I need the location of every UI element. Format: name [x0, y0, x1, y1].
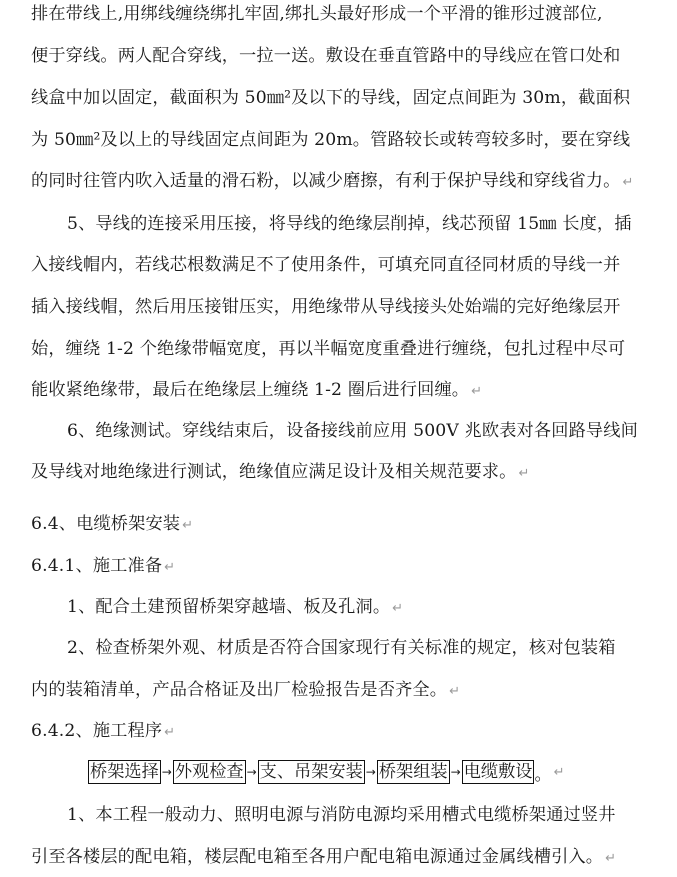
paragraph-line	[31, 845, 661, 869]
paragraph-mark-icon: ↵	[164, 560, 176, 575]
paragraph-mark-icon: ↵	[164, 725, 176, 740]
paragraph-mark-icon: ↵	[622, 175, 634, 190]
subsection-heading	[31, 554, 661, 578]
arrow-right-icon: →	[246, 765, 257, 779]
paragraph-line	[31, 378, 661, 402]
paragraph-mark-icon: ↵	[392, 601, 404, 616]
arrow-right-icon: →	[450, 765, 461, 779]
line-text: 1、配合土建预留桥架穿越墙、板及孔洞。	[67, 597, 391, 617]
line-text: 2、检查桥架外观、材质是否符合国家现行有关标准的规定，核对包装箱	[67, 638, 616, 658]
line-text: 5、导线的连接采用压接，将导线的绝缘层削掉，线芯预留 15㎜ 长度，插	[67, 214, 632, 234]
flow-step: 电缆敷设	[463, 762, 533, 782]
heading-text: 6.4.1、施工准备	[31, 556, 163, 576]
arrow-right-icon: →	[365, 765, 376, 779]
flow-end-punct: 。	[534, 764, 552, 785]
line-text: 引至各楼层的配电箱，楼层配电箱至各用户配电箱电源通过金属线槽引入。	[31, 847, 604, 867]
paragraph-line	[31, 86, 661, 110]
paragraph-line	[31, 169, 661, 193]
paragraph-mark-icon: ↵	[553, 764, 565, 780]
flow-step: 外观检查	[174, 762, 244, 782]
arrow-right-icon: →	[161, 765, 172, 779]
paragraph-mark-icon: ↵	[449, 684, 461, 699]
paragraph-mark-icon: ↵	[518, 466, 530, 481]
flow-step: 桥架选择	[90, 762, 159, 782]
paragraph-mark-icon: ↵	[182, 518, 194, 533]
paragraph-line	[31, 44, 661, 68]
line-text: 为 50㎜²及以上的导线固定点间距为 20m。管路较长或转弯较多时，要在穿线	[31, 130, 631, 150]
line-text: 线盒中加以固定，截面积为 50㎜²及以下的导线，固定点间距为 30m，截面积	[31, 88, 631, 108]
line-text: 插入接线帽，然后用压接钳压实，用绝缘带从导线接头处始端的完好绝缘层开	[31, 297, 621, 317]
paragraph-mark-icon: ↵	[605, 851, 617, 866]
paragraph-line	[67, 595, 661, 619]
process-flow	[88, 759, 565, 785]
paragraph-line	[67, 419, 661, 443]
line-text: 始，缠绕 1-2 个绝缘带幅宽度，再以半幅宽度重叠进行缠绕，包扎过程中尽可	[31, 339, 626, 359]
paragraph-line	[31, 128, 661, 152]
paragraph-line	[67, 636, 661, 660]
heading-text: 6.4.2、施工程序	[31, 721, 163, 741]
paragraph-line	[31, 295, 661, 319]
paragraph-line	[31, 337, 661, 361]
flow-step: 支、吊架安装	[259, 762, 363, 782]
line-text: 的同时往管内吹入适量的滑石粉，以减少磨擦，有利于保护导线和穿线省力。	[31, 171, 621, 191]
paragraph-line	[67, 803, 661, 827]
line-text: 1、本工程一般动力、照明电源与消防电源均采用槽式电缆桥架通过竖井	[67, 805, 616, 825]
paragraph-line	[31, 253, 661, 277]
paragraph-line	[31, 460, 661, 484]
subsection-heading	[31, 719, 661, 743]
line-text: 及导线对地绝缘进行测试，绝缘值应满足设计及相关规范要求。	[31, 462, 517, 482]
heading-text: 6.4、电缆桥架安装	[31, 514, 181, 534]
paragraph-line	[31, 2, 661, 26]
line-text: 能收紧绝缘带，最后在绝缘层上缠绕 1-2 圈后进行回缠。	[31, 380, 470, 400]
line-text: 6、绝缘测试。穿线结束后，设备接线前应用 500V 兆欧表对各回路导线间	[67, 421, 638, 441]
paragraph-line	[67, 212, 661, 236]
paragraph-mark-icon: ↵	[471, 384, 483, 399]
line-text: 便于穿线。两人配合穿线，一拉一送。敷设在垂直管路中的导线应在管口处和	[31, 46, 621, 66]
line-text: 排在带线上,用绑线缠绕绑扎牢固,绑扎头最好形成一个平滑的锥形过渡部位,	[31, 4, 603, 24]
paragraph-line	[31, 678, 661, 702]
flow-step: 桥架组装	[378, 762, 448, 782]
line-text: 内的装箱清单，产品合格证及出厂检验报告是否齐全。	[31, 680, 448, 700]
line-text: 入接线帽内，若线芯根数满足不了使用条件，可填充同直径同材质的导线一并	[31, 255, 621, 275]
section-heading	[31, 512, 661, 536]
